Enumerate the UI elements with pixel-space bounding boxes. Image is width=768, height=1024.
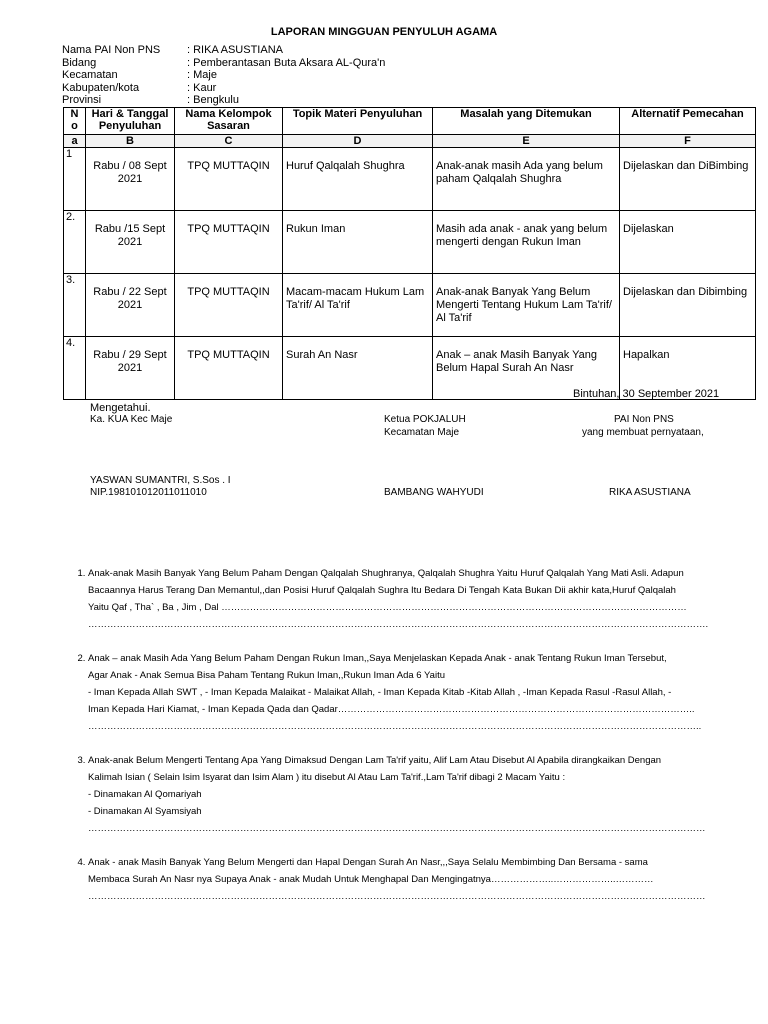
- pokjaluh-title: Ketua POKJALUH: [384, 414, 466, 425]
- row-topic-cell: [283, 274, 433, 337]
- column-letter-row: [64, 135, 756, 148]
- row-date-cell: [86, 211, 175, 274]
- info-value: : Maje: [187, 69, 217, 82]
- column-letter: D: [283, 135, 433, 148]
- row-group: TPQ MUTTAQIN: [187, 349, 270, 361]
- header-group: Nama Kelompok Sasaran: [175, 108, 283, 135]
- row-date-cell: [86, 148, 175, 211]
- info-row-kecamatan: [62, 69, 385, 82]
- row-problem: Anak – anak Masih Banyak Yang Belum Hapal Surah An Nasr: [436, 349, 598, 374]
- column-letter: B: [86, 135, 175, 148]
- pai-title: PAI Non PNS: [614, 414, 674, 425]
- note-line: Agar Anak - Anak Semua Bisa Paham Tentang Rukun Iman,,Rukun Iman Ada 6 Yaitu: [88, 670, 445, 681]
- note-line: Iman Kepada Hari Kiamat, - Iman Kepada Qada dan Qadar…………………………………………………………………………………………………..: [88, 704, 695, 715]
- note-line: 1. Anak-anak Masih Banyak Yang Belum Paham Dengan Qalqalah Shughranya, Qalqalah Shughra Yaitu Huruf Qalqalah Yang Mati Asli. Adapun: [88, 568, 684, 579]
- note-item: [88, 854, 728, 905]
- row-problem-cell: [433, 148, 620, 211]
- note-item: [88, 565, 728, 633]
- row-problem: Masih ada anak - anak yang belum mengerti dengan Rukun Iman: [436, 223, 608, 248]
- note-line: Bacaannya Harus Terang Dan Memantul,,dan Posisi Huruf Qalqalah Sughra Itu Bedara Di Tengah Kata Bukan Dii akhir kata,Huruf Qalqalah: [88, 585, 676, 596]
- info-label: Provinsi: [62, 94, 102, 107]
- row-group-cell: [175, 148, 283, 211]
- note-line: Membaca Surah An Nasr nya Supaya Anak - anak Mudah Untuk Menghapal Dan Mengingatnya………………..………………..…………: [88, 874, 654, 885]
- row-problem-cell: [433, 211, 620, 274]
- header-problem: Masalah yang Ditemukan: [433, 108, 620, 135]
- row-solution-cell: [620, 211, 756, 274]
- row-group-cell: [175, 274, 283, 337]
- header-solution: Alternatif Pemecahan: [620, 108, 756, 135]
- column-letter: a: [64, 135, 86, 148]
- row-date: Rabu / 29 Sept 2021: [93, 349, 167, 374]
- row-group: TPQ MUTTAQIN: [187, 223, 270, 235]
- table-row: [64, 211, 756, 274]
- note-line: - Iman Kepada Allah SWT , - Iman Kepada Malaikat - Malaikat Allah, - Iman Kepada Kitab -Kitab Allah , -Iman Kepada Rasul -Rasul Allah, -: [88, 687, 672, 698]
- note-line: 2. Anak – anak Masih Ada Yang Belum Paham Dengan Rukun Iman,,Saya Menjelaskan Kepada Anak - anak Tentang Rukun Iman Tersebut,: [88, 653, 667, 664]
- row-group: TPQ MUTTAQIN: [187, 286, 270, 298]
- place-date: Bintuhan, 30 September 2021: [573, 388, 720, 400]
- row-topic: Surah An Nasr: [286, 349, 358, 361]
- info-row-kabupaten: [62, 82, 385, 95]
- info-value: : Pemberantasan Buta Aksara AL-Qura'n: [187, 56, 386, 69]
- info-value: : RIKA ASUSTIANA: [187, 44, 283, 56]
- row-date: Rabu /15 Sept 2021: [94, 223, 166, 248]
- column-letter: C: [175, 135, 283, 148]
- pokjaluh-subtitle: Kecamatan Maje: [384, 427, 460, 438]
- note-line: …………………………………………………………………………………………………………………………………………………………………………….: [88, 619, 709, 630]
- column-letter: E: [433, 135, 620, 148]
- row-solution: Dijelaskan: [623, 223, 674, 235]
- kua-name: YASWAN SUMANTRI, S.Sos . I: [90, 475, 231, 486]
- notes-list: [68, 565, 728, 922]
- note-line: - Dinamakan Al Syamsiyah: [88, 806, 202, 817]
- row-solution-cell: [620, 274, 756, 337]
- row-date-cell: [86, 274, 175, 337]
- row-group-cell: [175, 211, 283, 274]
- info-row-bidang: [62, 57, 385, 70]
- row-topic-cell: [283, 337, 433, 400]
- report-table: [63, 107, 756, 400]
- note-line: 4. Anak - anak Masih Banyak Yang Belum Mengerti dan Hapal Dengan Surah An Nasr,,,Saya Selalu Membimbing Dan Bersama - sama: [88, 857, 648, 868]
- row-number: 3.: [64, 274, 86, 337]
- row-problem: Anak-anak Banyak Yang Belum Mengerti Tentang Hukum Lam Ta'rif/ Al Ta'rif: [436, 286, 612, 324]
- kua-nip: NIP.198101012011011010: [90, 487, 207, 498]
- page-title: LAPORAN MINGGUAN PENYULUH AGAMA: [270, 26, 498, 38]
- row-number: 2.: [64, 211, 86, 274]
- row-number: 4.: [64, 337, 86, 400]
- info-row-nama: [62, 44, 385, 57]
- note-item: [88, 650, 728, 735]
- header-topic: Topik Materi Penyuluhan: [283, 108, 433, 135]
- note-line: ……………………………………………………………………………………………………………………………………………………………………………: [88, 891, 706, 902]
- row-problem: Anak-anak masih Ada yang belum paham Qalqalah Shughra: [436, 160, 603, 185]
- report-info: [62, 44, 385, 107]
- pokjaluh-name: BAMBANG WAHYUDI: [384, 487, 484, 498]
- column-letter: F: [620, 135, 756, 148]
- table-row: [64, 274, 756, 337]
- row-group: TPQ MUTTAQIN: [187, 160, 270, 172]
- info-label: Bidang: [62, 56, 97, 69]
- row-problem-cell: [433, 274, 620, 337]
- row-date: Rabu / 22 Sept 2021: [93, 286, 167, 311]
- info-label: Kecamatan: [62, 69, 118, 82]
- note-line: …………………………………………………………………………………………………………………………………………………………………………..: [88, 721, 702, 732]
- mengetahui-label: Mengetahui.: [90, 402, 151, 414]
- table-header-row: [64, 108, 756, 135]
- note-line: Yaitu Qaf , Tha` , Ba , Jim , Dal …………………………………………………………………………………………………………………………………: [88, 602, 687, 613]
- header-date: Hari & Tanggal Penyuluhan: [86, 108, 175, 135]
- row-date-cell: [86, 337, 175, 400]
- row-group-cell: [175, 337, 283, 400]
- header-no: N o: [64, 108, 86, 135]
- info-label: Nama PAI Non PNS: [62, 44, 161, 56]
- info-row-provinsi: [62, 94, 385, 107]
- table-row: [64, 148, 756, 211]
- row-topic: Huruf Qalqalah Shughra: [286, 160, 405, 172]
- kua-title: Ka. KUA Kec Maje: [90, 414, 173, 425]
- row-topic-cell: [283, 148, 433, 211]
- info-value: : Kaur: [187, 81, 217, 94]
- note-line: ……………………………………………………………………………………………………………………………………………………………………………: [88, 823, 706, 834]
- info-value: : Bengkulu: [187, 94, 239, 107]
- row-topic: Macam-macam Hukum Lam Ta'rif/ Al Ta'rif: [286, 286, 425, 311]
- pai-name: RIKA ASUSTIANA: [609, 487, 691, 498]
- note-line: Kalimah Isian ( Selain Isim Isyarat dan Isim Alam ) itu disebut Al Atau Lam Ta'rif.,Lam Ta'rif dibagi 2 Macam Yaitu :: [88, 772, 566, 783]
- info-label: Kabupaten/kota: [62, 81, 140, 94]
- note-item: [88, 752, 728, 837]
- note-line: 3. Anak-anak Belum Mengerti Tentang Apa Yang Dimaksud Dengan Lam Ta'rif yaitu, Alif Lam Atau Disebut Al Apabila dirangkaikan Dengan: [88, 755, 662, 766]
- row-solution: Hapalkan: [623, 349, 670, 361]
- row-solution: Dijelaskan dan DiBimbing: [623, 160, 749, 172]
- row-number: 1: [64, 148, 86, 211]
- row-solution: Dijelaskan dan Dibimbing: [623, 286, 748, 298]
- pai-subtitle: yang membuat pernyataan,: [582, 427, 704, 438]
- row-solution-cell: [620, 148, 756, 211]
- row-topic: Rukun Iman: [286, 223, 346, 235]
- note-line: - Dinamakan Al Qomariyah: [88, 789, 202, 800]
- row-date: Rabu / 08 Sept 2021: [93, 160, 167, 185]
- row-topic-cell: [283, 211, 433, 274]
